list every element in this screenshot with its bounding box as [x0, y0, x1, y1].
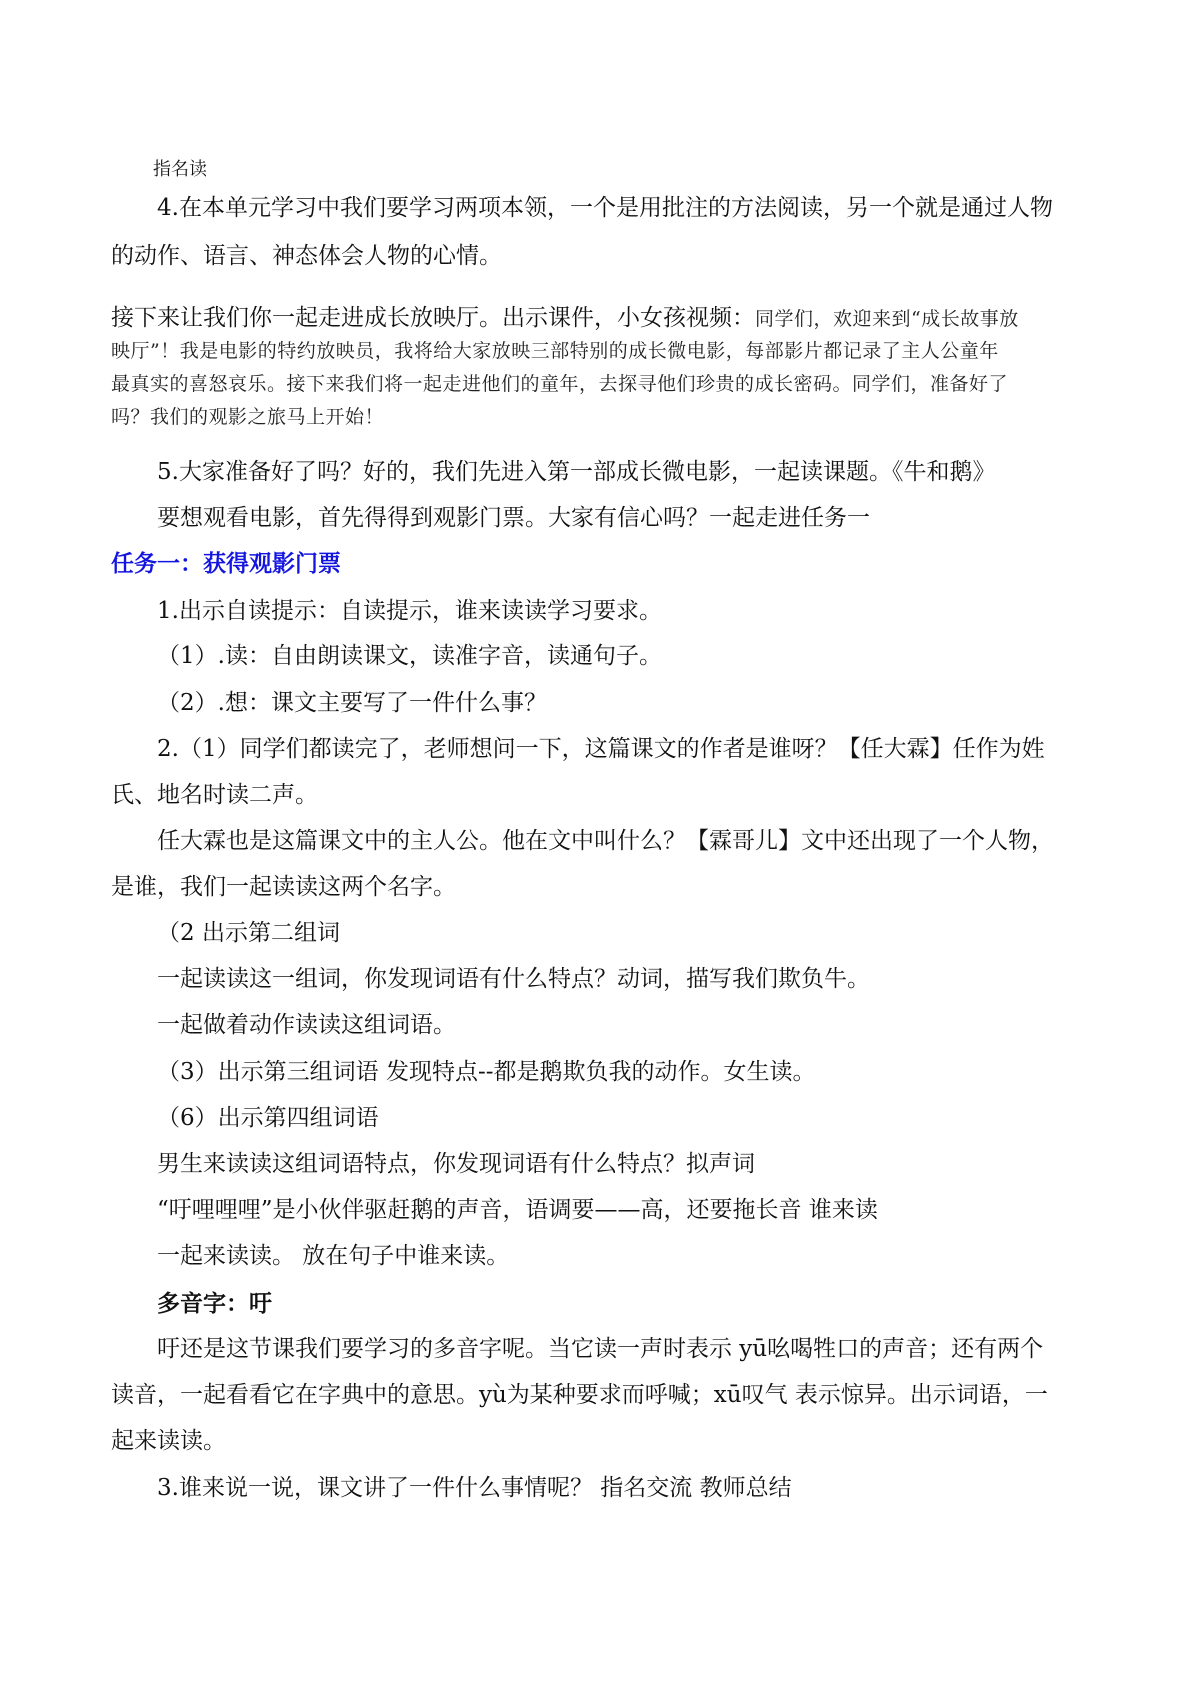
video-script-line: 吗？我们的观影之旅马上开始！: [111, 406, 385, 428]
paragraph-line: （2）.想：课文主要写了一件什么事？: [157, 690, 547, 716]
paragraph-line: 男生来读读这组词语特点，你发现词语有什么特点？拟声词: [157, 1151, 755, 1177]
paragraph-line: 1.出示自读提示：自读提示，谁来读读学习要求。: [157, 598, 662, 624]
paragraph-line: [111, 307, 1101, 330]
paragraph-line: 氏、地名时读二声。: [111, 782, 318, 808]
paragraph-line: （6）出示第四组词语: [157, 1105, 379, 1131]
paragraph-line: 一起读读这一组词，你发现词语有什么特点？动词，描写我们欺负牛。: [157, 966, 870, 992]
paragraph-line: 要想观看电影，首先得得到观影门票。大家有信心吗？一起走进任务一: [157, 505, 870, 531]
paragraph-line: 4.在本单元学习中我们要学习两项本领，一个是用批注的方法阅读，另一个就是通过人物: [157, 195, 1053, 221]
polyphone-heading: 多音字：吁: [157, 1290, 272, 1317]
video-script-line: 最真实的喜怒哀乐。接下来我们将一起走进他们的童年，去探寻他们珍贵的成长密码。同学们，准备好了: [111, 373, 1009, 395]
paragraph-line: 2.（1）同学们都读完了，老师想问一下，这篇课文的作者是谁呀？【任大霖】任作为姓: [157, 736, 1045, 762]
paragraph-line: 5.大家准备好了吗？好的，我们先进入第一部成长微电影，一起读课题。《牛和鹅》: [157, 459, 996, 485]
paragraph-lead: 接下来让我们你一起走进成长放映厅。出示课件，小女孩视频：: [111, 305, 755, 331]
video-script-line: 映厅”！我是电影的特约放映员，我将给大家放映三部特别的成长微电影，每部影片都记录了主人公童年: [111, 340, 999, 362]
paragraph-line: （1）.读：自由朗读课文，读准字音，读通句子。: [157, 643, 662, 669]
paragraph-line: 读音，一起看看它在字典中的意思。yù为某种要求而呼喊；xū叹气 表示惊异。出示词语，一: [111, 1382, 1048, 1408]
paragraph-line: （3）出示第三组词语 发现特点--都是鹅欺负我的动作。女生读。: [157, 1059, 816, 1085]
paragraph-line: 的动作、语言、神态体会人物的心情。: [111, 243, 502, 269]
paragraph-line: 指名读: [153, 159, 207, 180]
paragraph-line: 3.谁来说一说，课文讲了一件什么事情呢？ 指名交流 教师总结: [157, 1475, 792, 1501]
paragraph-line: （2 出示第二组词: [157, 920, 340, 946]
task-heading: 任务一：获得观影门票: [111, 551, 341, 577]
paragraph-line: 吁还是这节课我们要学习的多音字呢。当它读一声时表示 yū吆喝牲口的声音；还有两个: [157, 1336, 1044, 1362]
paragraph-line: 任大霖也是这篇课文中的主人公。他在文中叫什么？【霖哥儿】文中还出现了一个人物，: [157, 828, 1054, 854]
paragraph-line: “吁哩哩哩”是小伙伴驱赶鹅的声音，语调要——高，还要拖长音 谁来读: [157, 1197, 878, 1223]
paragraph-line: 起来读读。: [111, 1428, 226, 1454]
paragraph-line: 一起做着动作读读这组词语。: [157, 1012, 456, 1038]
video-script-text: 同学们，欢迎来到“成长故事放: [755, 308, 1019, 330]
paragraph-line: 是谁，我们一起读读这两个名字。: [111, 874, 456, 900]
paragraph-line: 一起来读读。 放在句子中谁来读。: [157, 1243, 510, 1269]
